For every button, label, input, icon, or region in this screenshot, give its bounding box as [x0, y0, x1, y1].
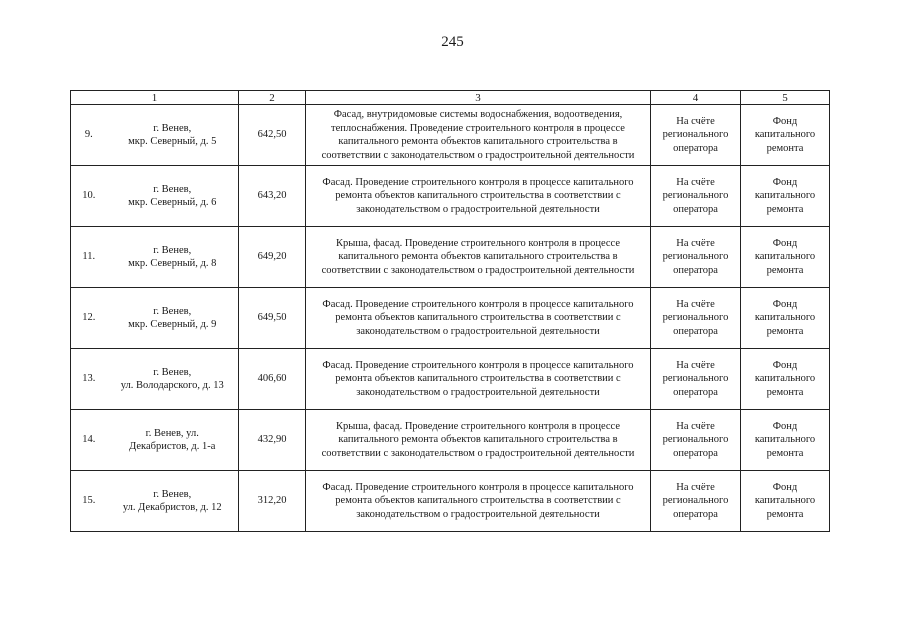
address-line-1: г. Венев,	[153, 305, 192, 317]
program-table	[70, 90, 830, 532]
row-number: 12.	[71, 288, 107, 349]
column-header-2: 2	[239, 91, 306, 105]
funding-source-cell: Фонд капитального ремонта	[741, 349, 830, 410]
address-line-2: ул. Володарского, д. 13	[120, 380, 224, 391]
column-header-4: 4	[651, 91, 741, 105]
address-line-1: г. Венев,	[153, 244, 192, 256]
row-number: 10.	[71, 166, 107, 227]
column-header-5: 5	[741, 91, 830, 105]
account-cell: На счёте регионального оператора	[651, 471, 741, 532]
account-cell: На счёте регионального оператора	[651, 105, 741, 166]
funding-source-cell: Фонд капитального ремонта	[741, 227, 830, 288]
row-number: 13.	[71, 349, 107, 410]
address-cell	[107, 166, 239, 227]
column-header-1: 1	[71, 91, 239, 105]
column-header-3: 3	[306, 91, 651, 105]
address-cell	[107, 105, 239, 166]
address-line-1: г. Венев, ул.	[145, 427, 199, 439]
row-number: 15.	[71, 471, 107, 532]
table-row	[71, 166, 830, 227]
address-line-2: мкр. Северный, д. 6	[128, 197, 217, 208]
address-line-2: Декабристов, д. 1-а	[129, 441, 216, 452]
area-cell: 649,20	[239, 227, 306, 288]
funding-source-cell: Фонд капитального ремонта	[741, 166, 830, 227]
address-cell	[107, 410, 239, 471]
table-body	[71, 105, 830, 532]
address-line-1: г. Венев,	[153, 183, 192, 195]
area-cell: 643,20	[239, 166, 306, 227]
works-cell: Фасад. Проведение строительного контроля в процессе капитального ремонта объектов капитального строительства в соответствии с законодательством о градостроительной деятельности	[306, 349, 651, 410]
works-cell: Фасад. Проведение строительного контроля в процессе капитального ремонта объектов капитального строительства в соответствии с законодательством о градостроительной деятельности	[306, 288, 651, 349]
address-line-2: мкр. Северный, д. 9	[128, 319, 217, 330]
row-number: 14.	[71, 410, 107, 471]
address-cell	[107, 288, 239, 349]
works-cell: Крыша, фасад. Проведение строительного контроля в процессе капитального ремонта объектов капитального строительства в соответствии с законодательством о градостроительной деятельности	[306, 410, 651, 471]
works-cell: Фасад. Проведение строительного контроля в процессе капитального ремонта объектов капитального строительства в соответствии с законодательством о градостроительной деятельности	[306, 471, 651, 532]
account-cell: На счёте регионального оператора	[651, 288, 741, 349]
account-cell: На счёте регионального оператора	[651, 349, 741, 410]
address-line-2: мкр. Северный, д. 8	[128, 258, 217, 269]
address-line-2: мкр. Северный, д. 5	[128, 136, 217, 147]
funding-source-cell: Фонд капитального ремонта	[741, 105, 830, 166]
table-row	[71, 227, 830, 288]
row-number: 11.	[71, 227, 107, 288]
funding-source-cell: Фонд капитального ремонта	[741, 288, 830, 349]
area-cell: 432,90	[239, 410, 306, 471]
table-row	[71, 105, 830, 166]
table-row	[71, 349, 830, 410]
address-line-1: г. Венев,	[153, 488, 192, 500]
page-number: 245	[441, 34, 464, 50]
funding-source-cell: Фонд капитального ремонта	[741, 471, 830, 532]
address-line-1: г. Венев,	[153, 366, 192, 378]
row-number: 9.	[71, 105, 107, 166]
works-cell: Фасад. Проведение строительного контроля в процессе капитального ремонта объектов капитального строительства в соответствии с законодательством о градостроительной деятельности	[306, 166, 651, 227]
account-cell: На счёте регионального оператора	[651, 166, 741, 227]
table-header-row	[71, 91, 830, 105]
address-cell	[107, 227, 239, 288]
table-row	[71, 410, 830, 471]
funding-source-cell: Фонд капитального ремонта	[741, 410, 830, 471]
area-cell: 642,50	[239, 105, 306, 166]
address-line-2: ул. Декабристов, д. 12	[122, 502, 222, 513]
table-row	[71, 471, 830, 532]
area-cell: 312,20	[239, 471, 306, 532]
works-cell: Крыша, фасад. Проведение строительного контроля в процессе капитального ремонта объектов капитального строительства в соответствии с законодательством о градостроительной деятельности	[306, 227, 651, 288]
address-cell	[107, 349, 239, 410]
works-cell: Фасад, внутридомовые системы водоснабжения, водоотведения, теплоснабжения. Проведение строительного контроля в процессе капитального ремонта объектов капитального строительства в соответствии с законодательством о градостроительной деятельности	[306, 105, 651, 166]
table-row	[71, 288, 830, 349]
address-line-1: г. Венев,	[153, 122, 192, 134]
account-cell: На счёте регионального оператора	[651, 227, 741, 288]
address-cell	[107, 471, 239, 532]
account-cell: На счёте регионального оператора	[651, 410, 741, 471]
area-cell: 649,50	[239, 288, 306, 349]
area-cell: 406,60	[239, 349, 306, 410]
